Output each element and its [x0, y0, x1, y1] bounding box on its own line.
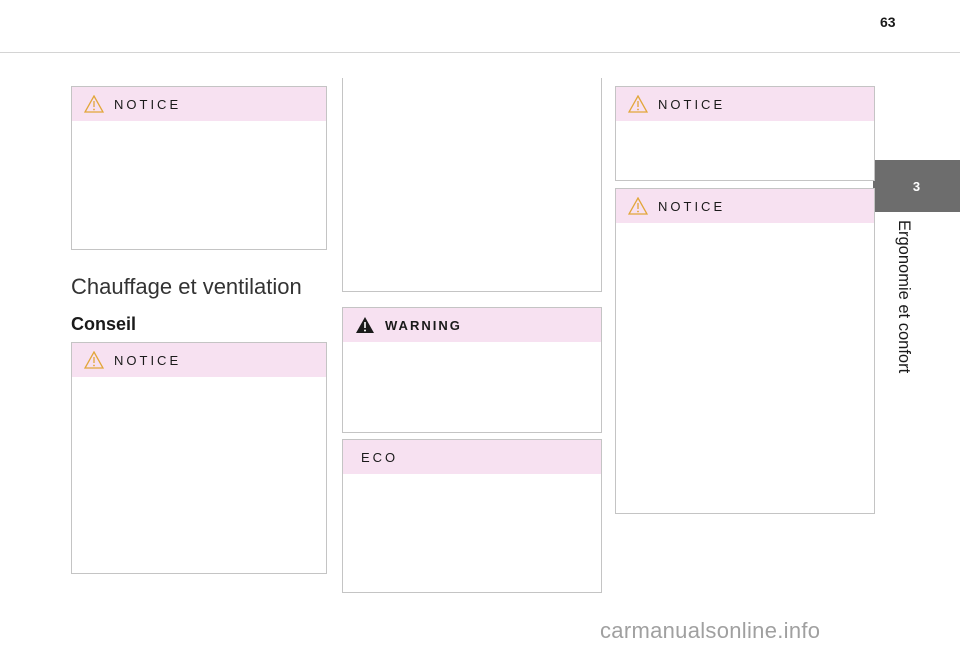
notice-body: [72, 121, 326, 137]
warning-box: [342, 307, 602, 433]
notice-box-ventilation-system: [71, 342, 327, 574]
chapter-title: Ergonomie et confort: [895, 220, 913, 374]
warning-triangle-icon: [84, 351, 104, 369]
notice-label: NOTICE: [658, 96, 726, 112]
warning-triangle-icon: [628, 95, 648, 113]
warning-body: [343, 342, 601, 358]
eco-header: [343, 440, 601, 474]
text-box-continued: [342, 78, 602, 292]
warning-triangle-icon: [628, 197, 648, 215]
warning-header: [343, 308, 601, 342]
page-number: 63: [880, 14, 896, 30]
eco-box: [342, 439, 602, 593]
eco-body: [343, 474, 601, 490]
section-title: Chauffage et ventilation: [71, 274, 302, 299]
watermark: carmanualsonline.info: [600, 618, 821, 643]
sub-title: Conseil: [71, 314, 137, 334]
notice-label: NOTICE: [658, 198, 726, 214]
notice-label: NOTICE: [114, 96, 182, 112]
notice-body: [72, 377, 326, 393]
warning-triangle-filled-icon: [355, 316, 375, 334]
notice-box-maintenance: [615, 188, 875, 514]
warning-label: WARNING: [385, 317, 462, 333]
notice-header: [72, 87, 326, 121]
notice-box-condensation: [615, 86, 875, 181]
notice-header: [616, 189, 874, 223]
notice-body: [616, 121, 874, 137]
notice-box-filter-cache: [71, 86, 327, 250]
notice-header: [616, 87, 874, 121]
chapter-tab[interactable]: 3: [873, 160, 960, 212]
header-rule: [0, 52, 960, 53]
warning-triangle-icon: [84, 95, 104, 113]
eco-label: ECO: [361, 449, 399, 465]
notice-label: NOTICE: [114, 352, 182, 368]
notice-body: [616, 223, 874, 239]
continued-body: [343, 78, 601, 92]
notice-header: [72, 343, 326, 377]
